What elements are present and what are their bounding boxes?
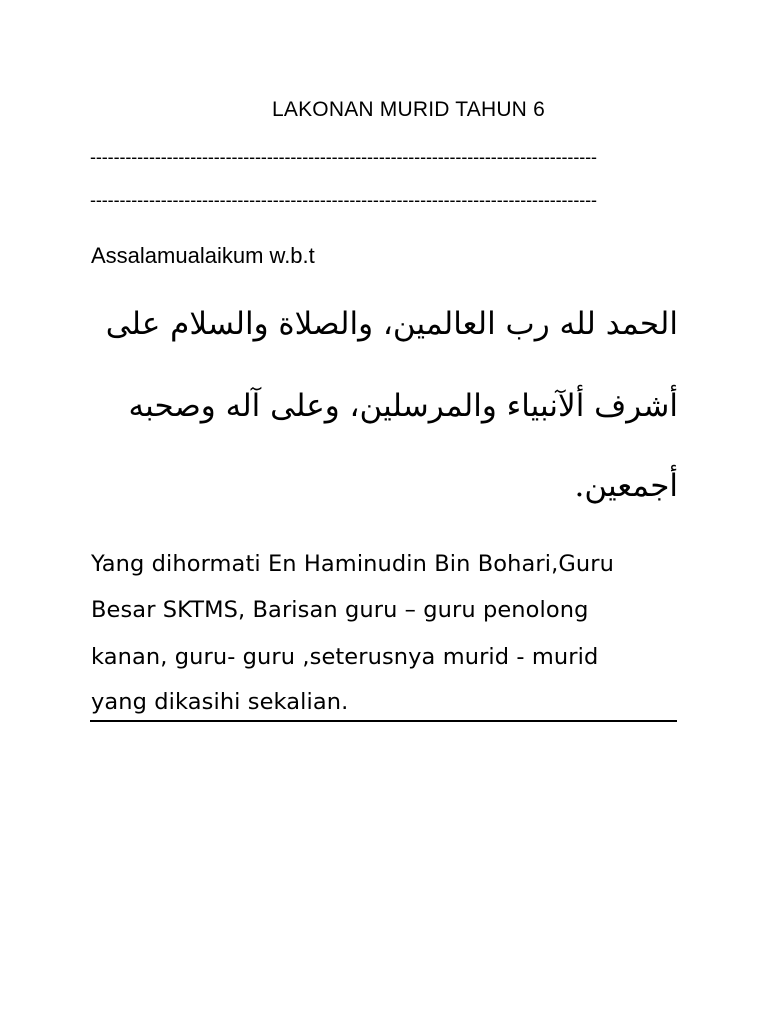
arabic-line: أشرف ألآنبياء والمرسلين، وعلى آله وصحبه <box>128 388 678 424</box>
separator-line: -------------------------------------------------------------------------------------- <box>90 147 597 167</box>
document-title: LAKONAN MURID TAHUN 6 <box>272 98 545 121</box>
separator-line: -------------------------------------------------------------------------------------- <box>90 190 597 210</box>
greeting-text: Assalamualaikum w.b.t <box>91 243 315 268</box>
body-line: Besar SKTMS, Barisan guru – guru penolong <box>91 597 589 623</box>
arabic-line: الحمد لله رب العالمين، والصلاة والسلام على <box>105 306 678 342</box>
arabic-line: أجمعين. <box>574 468 678 504</box>
body-line: kanan, guru- guru ,seterusnya murid - murid <box>91 644 599 670</box>
underline-rule <box>90 720 677 722</box>
body-line: Yang dihormati En Haminudin Bin Bohari,Guru <box>91 551 614 577</box>
body-line: yang dikasihi sekalian. <box>91 689 349 715</box>
